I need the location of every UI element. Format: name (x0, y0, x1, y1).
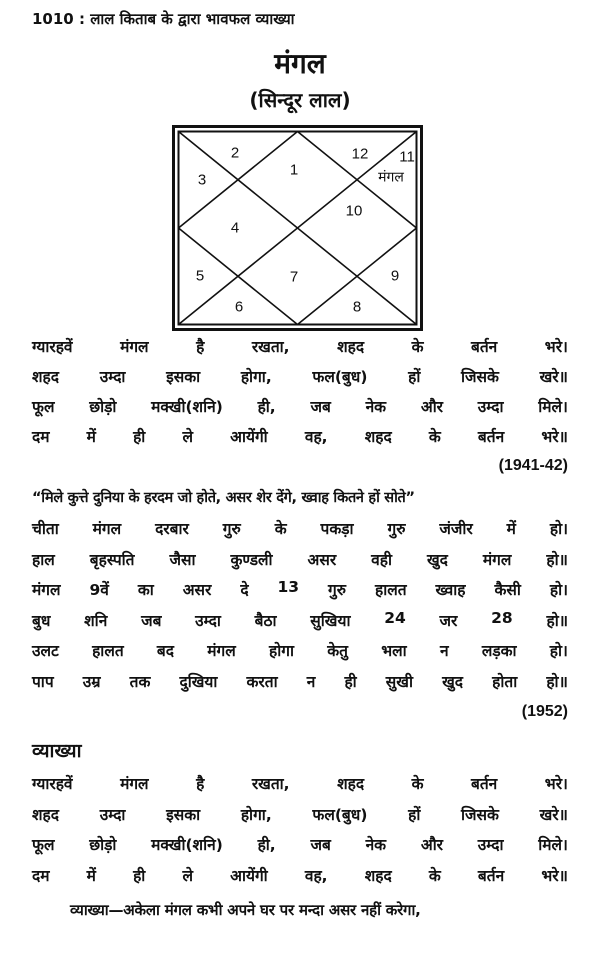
verse-line (32, 517, 568, 539)
verse-word: हाल (32, 550, 55, 569)
verse-word: उलट (32, 642, 59, 660)
verse-word: खुद (442, 672, 463, 691)
verse-word: जंजीर (439, 520, 473, 538)
verse-word: होगा (269, 642, 295, 660)
verse-word: होता (492, 672, 518, 691)
verse-word: बैठा (254, 611, 277, 630)
verse-word: मंगल (207, 642, 236, 660)
verse-line (32, 833, 568, 855)
verse-word: छोड़ो (89, 836, 117, 854)
verse-line (32, 803, 568, 825)
explanation-heading: व्याख्या (32, 740, 82, 762)
verse-word: आयेंगी (230, 866, 268, 885)
verse-word: फल(बुध) (312, 805, 368, 824)
verse-word: ले (182, 428, 193, 446)
verse-word: हो। (549, 520, 568, 538)
verse-2-year: (1952) (521, 703, 568, 720)
verse-word: बर्तन (477, 866, 505, 885)
verse-word: गुरु (222, 520, 241, 538)
verse-word: इसका (166, 368, 201, 386)
verse-word: खरे॥ (539, 368, 568, 386)
verse-word: जब (141, 611, 162, 630)
verse-word: न (439, 642, 449, 660)
page-title: मंगल (274, 47, 326, 80)
house-number-5: 5 (195, 267, 205, 285)
verse-word: 24 (384, 608, 406, 627)
verse-1-year: (1941-42) (498, 457, 568, 474)
verse-word: होगा, (240, 368, 272, 386)
verse-word: बर्तन (477, 428, 505, 446)
verse-line (32, 395, 568, 417)
verse-word: हों (408, 368, 421, 386)
verse-word: भरे॥ (541, 866, 568, 885)
verse-word: हो॥ (546, 611, 568, 630)
verse-word: उम्दा (195, 611, 221, 630)
verse-word: में (86, 866, 96, 885)
verse-word: वह, (304, 866, 328, 885)
verse-word: शनि (84, 611, 108, 630)
verse-word: मंगल (92, 520, 122, 538)
verse-word: 28 (491, 608, 513, 627)
verse-word: ही (133, 428, 146, 446)
verse-line (32, 639, 568, 661)
verse-word: बद (156, 642, 175, 660)
verse-word: तक (129, 672, 151, 691)
verse-word: ही, (257, 398, 276, 416)
verse-word: मक्खी(शनि) (151, 398, 223, 416)
verse-word: नेक (365, 398, 387, 416)
verse-word: ले (182, 866, 193, 885)
verse-word: वही (371, 550, 393, 569)
verse-word: उम्दा (99, 805, 126, 824)
verse-line (32, 425, 568, 447)
house-number-7: 7 (289, 268, 299, 286)
verse-word: और (420, 398, 444, 416)
verse-word: हो। (549, 581, 568, 599)
verse-word: है (196, 775, 205, 793)
house-number-4: 4 (230, 219, 240, 237)
verse-word: पकड़ा (320, 520, 354, 538)
house-number-9: 9 (390, 267, 400, 285)
house-number-12: 12 (351, 145, 369, 163)
verse-word: दरबार (155, 520, 189, 538)
verse-word: शहद (364, 866, 392, 885)
verse-word: असर (182, 581, 212, 599)
explanation-paragraph: व्याख्या—अकेला मंगल कभी अपने घर पर मन्दा असर नहीं करेगा, (70, 901, 421, 919)
verse-word: हालत (92, 642, 124, 660)
verse-word: है (196, 338, 205, 356)
verse-word: खरे॥ (539, 805, 568, 824)
verse-line (32, 578, 568, 600)
verse-word: भला (381, 642, 407, 660)
verse-word: हो॥ (546, 672, 568, 691)
kundali-chart (172, 125, 423, 331)
verse-word: बर्तन (471, 775, 498, 793)
verse-word: उम्दा (477, 836, 504, 854)
verse-word: उम्र (82, 672, 101, 691)
verse-word: 9वें (89, 581, 109, 599)
verse-word: उम्दा (99, 368, 126, 386)
verse-line (32, 609, 568, 631)
verse-word: का (137, 581, 154, 599)
verse-word: ही (344, 672, 357, 691)
verse-word: केतु (327, 642, 349, 660)
verse-word: दे (240, 581, 249, 599)
verse-word: शहद (337, 775, 365, 793)
house-number-10: 10 (345, 202, 363, 220)
verse-word: खुद (426, 550, 448, 569)
verse-word: फल(बुध) (312, 368, 368, 386)
verse-word: दम (32, 866, 50, 885)
verse-word: मिले। (538, 398, 568, 416)
verse-word: रखता, (251, 775, 290, 793)
verse-word: होगा, (240, 805, 272, 824)
verse-word: जिसके (461, 805, 499, 824)
house-number-8: 8 (352, 298, 362, 316)
verse-word: भरे। (544, 338, 568, 356)
verse-word: उम्दा (477, 398, 504, 416)
verse-word: मक्खी(शनि) (151, 836, 223, 854)
verse-word: रखता, (251, 338, 290, 356)
verse-word: मंगल (482, 550, 512, 569)
verse-word: चीता (32, 520, 59, 538)
verse-word: वह, (304, 428, 328, 446)
house-number-1: 1 (289, 161, 299, 179)
verse-word: पाप (32, 672, 54, 691)
verse-word: सुखी (385, 672, 413, 691)
verse-word: ही, (257, 836, 276, 854)
verse-word: के (428, 866, 441, 885)
verse-word: जब (310, 398, 331, 416)
verse-word: हो। (549, 642, 568, 660)
verse-word: करता (246, 672, 278, 691)
verse-word: ग्यारहवें (32, 338, 73, 356)
verse-word: छोड़ो (89, 398, 117, 416)
verse-word: बृहस्पति (89, 550, 135, 569)
verse-word: मिले। (538, 836, 568, 854)
verse-word: बुध (32, 611, 51, 630)
verse-line (32, 670, 568, 692)
verse-word: इसका (166, 805, 201, 824)
verse-word: शहद (337, 338, 365, 356)
verse-word: ग्यारहवें (32, 775, 73, 793)
verse-word: कैसी (494, 581, 521, 599)
planet-label: मंगल (378, 169, 404, 186)
verse-word: मंगल (32, 581, 61, 599)
verse-word: हालत (375, 581, 407, 599)
verse-word: शहद (364, 428, 392, 446)
verse-word: फूल (32, 398, 55, 416)
quote-line: “मिले कुत्ते दुनिया के हरदम जो होते, असर शेर देंगे, ख्वाह कितने हों सोते” (32, 490, 415, 506)
verse-word: के (411, 775, 424, 793)
page-subtitle: (सिन्दूर लाल) (249, 88, 351, 112)
verse-word: और (420, 836, 444, 854)
verse-line (32, 548, 568, 570)
verse-word: भरे। (544, 775, 568, 793)
verse-word: ख्वाह (435, 581, 466, 599)
verse-word: हो॥ (546, 550, 568, 569)
verse-line (32, 864, 568, 886)
verse-word: गुरु (387, 520, 406, 538)
verse-word: के (428, 428, 441, 446)
verse-word: न (306, 672, 316, 691)
verse-word: ही (133, 866, 146, 885)
verse-word: शहद (32, 368, 60, 386)
house-number-2: 2 (230, 144, 240, 162)
verse-word: असर (307, 550, 337, 569)
verse-word: दम (32, 428, 50, 446)
kundali-chart-lines (172, 125, 423, 331)
verse-word: के (274, 520, 287, 538)
verse-word: जब (310, 836, 331, 854)
house-number-11: 11 (399, 148, 415, 166)
verse-word: जैसा (169, 550, 196, 569)
verse-word: बर्तन (471, 338, 498, 356)
verse-word: मंगल (120, 338, 149, 356)
running-header: 1010 : लाल किताब के द्वारा भावफल व्याख्या (32, 10, 295, 28)
verse-word: में (86, 428, 96, 446)
verse-word: फूल (32, 836, 55, 854)
verse-line (32, 335, 568, 357)
verse-word: में (506, 520, 516, 538)
verse-word: मंगल (120, 775, 149, 793)
verse-word: लड़का (481, 642, 517, 660)
house-number-3: 3 (197, 171, 207, 189)
verse-word: आयेंगी (230, 428, 268, 446)
verse-word: भरे॥ (541, 428, 568, 446)
verse-word: शहद (32, 805, 60, 824)
verse-word: हों (408, 805, 421, 824)
verse-word: जर (439, 611, 458, 630)
verse-word: दुखिया (179, 672, 218, 691)
verse-word: नेक (365, 836, 387, 854)
verse-line (32, 772, 568, 794)
verse-word: गुरु (328, 581, 347, 599)
verse-word: सुखिया (310, 611, 351, 630)
verse-line (32, 365, 568, 387)
house-number-6: 6 (234, 298, 244, 316)
verse-word: कुण्डली (230, 550, 273, 569)
verse-word: के (411, 338, 424, 356)
verse-word: 13 (277, 578, 300, 596)
verse-word: जिसके (461, 368, 499, 386)
